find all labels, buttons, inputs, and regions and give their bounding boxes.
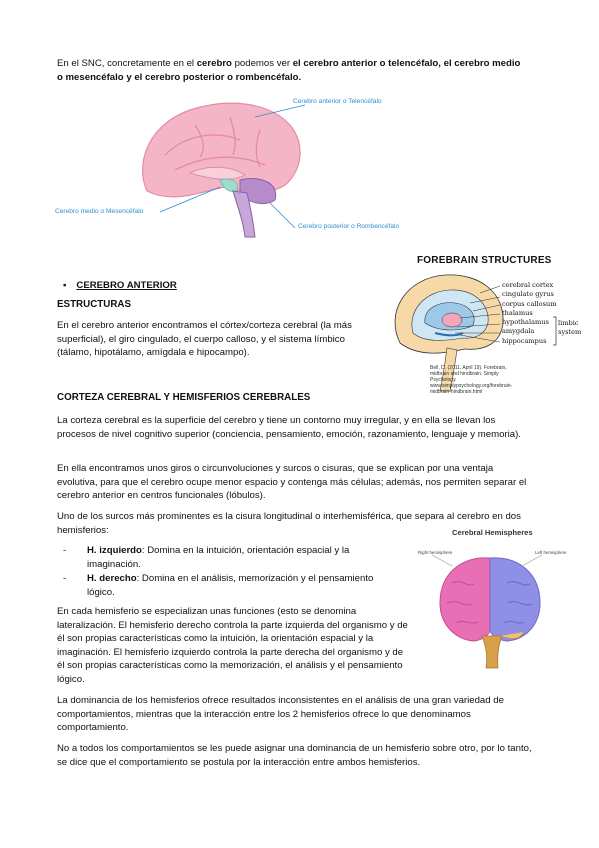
label-left-hemisphere: Left hemisphere <box>535 550 567 555</box>
corteza-paragraph-6: No a todos los comportamientos se les puede asignar una dominancia de un hemisferio sobre otro, por lo tanto, se dice que el comportamiento se postula por la interacción entre ambos hemisferios. <box>57 743 532 768</box>
item-text: : Domina en la intuición, orientación espacial y la imaginación. <box>87 545 350 570</box>
label-cerebro-medio: Cerebro medio o Mesencéfalo <box>55 208 144 215</box>
limbic-system-label: limbic system <box>558 319 582 336</box>
forebrain-figure <box>385 253 582 395</box>
forebrain-label: cerebral cortex <box>502 281 554 289</box>
dash-marker: - <box>63 573 67 585</box>
corteza-paragraph-4: En cada hemisferio se especializan unas funciones (esto se denomina lateralización. El hemisferio derecho controla la parte izquierda del organismo y de él son propias características como la intuición, la orientación espacial y la imaginación. El hemisferio izquierdo controla la parte derecha del organismo y de él son propias características como la memorización, el análisis y el pensamiento lógico. <box>57 606 408 685</box>
forebrain-label: amygdala <box>502 327 535 336</box>
forebrain-label: hypothalamus <box>502 318 549 327</box>
brain-divisions-figure <box>55 95 425 245</box>
forebrain-label: hippocampus <box>502 336 547 345</box>
label-cerebro-posterior: Cerebro posterior o Rombencéfalo <box>298 223 400 230</box>
subheading-estructuras: ESTRUCTURAS <box>57 299 132 310</box>
forebrain-label: thalamus <box>502 308 533 317</box>
section-cerebro-anterior <box>57 280 377 360</box>
label-right-hemisphere: Right hemisphere <box>418 550 453 555</box>
forebrain-label: corpus callosum <box>502 299 557 308</box>
corteza-paragraph-1: La corteza cerebral es la superficie del cerebro y tiene un contorno muy irregular, y en ella se llevan los procesos de nivel cognitivo superior (conciencia, pensamiento, emoción, razonamiento, lenguaje y memoria). <box>57 415 521 440</box>
corteza-paragraph-5: La dominancia de los hemisferios ofrece resultados inconsistentes en el análisis de una gran variedad de comportamientos, mientras que la interacción entre los 2 hemisferios ofrece lo que denominamos comportamiento. <box>57 695 504 734</box>
corteza-paragraph-2: En ella encontramos unos giros o circunvoluciones y surcos o cisuras, que se explican por una ventaja evolutiva, para que el cerebro ocupe menor espacio y contenga más células; además, nos permiten separar el cerebro anterior en centros funcionales (lóbulos). <box>57 463 527 502</box>
hemisferios-list <box>57 544 377 599</box>
item-label: H. derecho <box>87 573 137 585</box>
dash-marker: - <box>63 545 67 556</box>
corteza-paragraph-3: Uno de los surcos más prominentes es la cisura longitudinal o interhemisférica, que separa al cerebro en dos hemisferios: <box>57 511 521 536</box>
estructuras-paragraph: En el cerebro anterior encontramos el córtex/corteza cerebral (la más superficial), el giro cingulado, el cuerpo calloso, y el sistema límbico (tálamo, hipotálamo, amígdala e hipocampo). <box>57 320 352 359</box>
item-text: : Domina en el análisis, memorización y el pensamiento lógico. <box>87 573 374 598</box>
intro-paragraph <box>57 57 527 84</box>
hemispheres-title: Cerebral Hemispheres <box>452 528 533 537</box>
hemispheres-illustration <box>412 528 572 678</box>
heading-corteza: CORTEZA CEREBRAL Y HEMISFERIOS CEREBRALES <box>57 392 311 403</box>
intro-bold-2: el cerebro anterior o telencéfalo, el cerebro medio o mesencéfalo y el cerebro posterior o rombencéfalo. <box>57 58 521 83</box>
intro-text-1: En el SNC, concretamente en el <box>57 58 197 69</box>
bullet-icon: ▪ <box>63 280 67 291</box>
forebrain-title: FOREBRAIN STRUCTURES <box>417 255 552 266</box>
list-item <box>57 572 377 599</box>
item-label: H. izquierdo <box>87 545 142 556</box>
intro-bold-1: cerebro <box>196 58 232 69</box>
forebrain-labels <box>502 281 556 346</box>
heading-cerebro-anterior: CEREBRO ANTERIOR <box>76 280 177 291</box>
section-heading <box>57 280 377 291</box>
hemispheres-figure <box>412 528 572 678</box>
intro-text-2: podemos ver <box>231 58 293 69</box>
list-item <box>57 544 377 571</box>
forebrain-label: cingulate gyrus <box>502 290 554 299</box>
forebrain-credit: Bell, D. (2011, April 19). Forebrain, midbrain and hindbrain. Simply Psychology. www.simplypsychology.org/forebrain-midbrain-hindbrain.html <box>430 365 513 395</box>
label-cerebro-anterior: Cerebro anterior o Telencéfalo <box>293 98 382 105</box>
